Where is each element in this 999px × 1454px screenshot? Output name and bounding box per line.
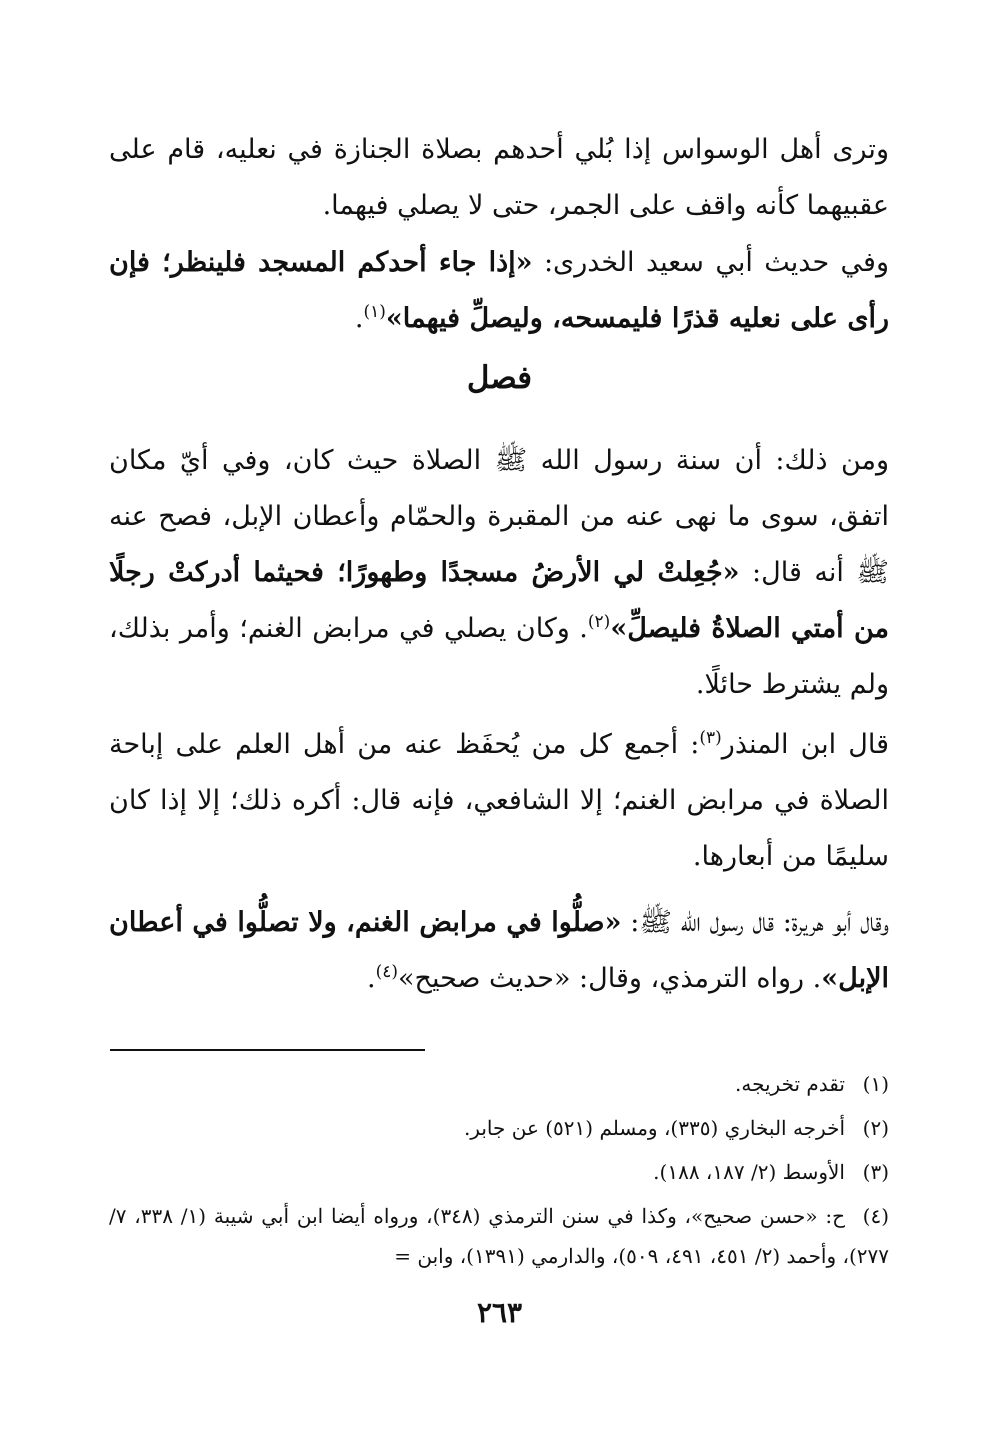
- page-number: ٢٦٣: [476, 1296, 523, 1329]
- footnote-ref: (٢): [587, 612, 611, 632]
- footnote-ref: (١): [363, 302, 386, 322]
- footnote-3: [109, 1152, 889, 1192]
- paragraph-hadith-abu-said: [109, 235, 889, 347]
- paragraph-text: قال ابن المنذر: [721, 729, 889, 760]
- footnote-number: (٣): [862, 1160, 889, 1184]
- footnote-number: (٢): [862, 1116, 889, 1140]
- footnote-number: (٤): [862, 1204, 890, 1228]
- hadith-quote: «جُعِلتْ لي الأرضُ مسجدًا وطهورًا؛ فحيثما أدركتْ رجلًا من أمتي الصلاةُ فليصلِّ»: [109, 557, 889, 644]
- paragraph-text: : أجمع كل من يُحفَظ عنه من أهل العلم على إباحة الصلاة في مرابض الغنم؛ إلا الشافعي، فإنه قال: أكره ذلك؛ إلا إذا كان سليمًا من أبعارها.: [109, 729, 889, 872]
- punctuation: .: [367, 963, 376, 994]
- footnote-text: أخرجه البخاري (٣٣٥)، ومسلم (٥٢١) عن جابر.: [463, 1116, 845, 1140]
- paragraph-ibn-mundhir: [109, 717, 889, 885]
- footnote-2: [109, 1108, 889, 1148]
- paragraph-text: . رواه الترمذي، وقال: «حديث صحيح»: [398, 963, 822, 994]
- footnote-number: (١): [862, 1072, 889, 1096]
- footnote-ref: (٤): [375, 962, 399, 982]
- paragraph-text: وفي حديث أبي سعيد الخدرى:: [532, 247, 889, 278]
- punctuation: .: [354, 303, 364, 334]
- footnote-4: [109, 1196, 889, 1276]
- paragraph-sunnah-prayer-places: [109, 433, 889, 713]
- footnote-text: ح: «حسن صحيح»، وكذا في سنن الترمذي (٣٤٨)، ورواه أيضا ابن أبي شيبة (١/ ٣٣٨، ٧/ ٢٧٧)، وأحمد (٢/ ٤٥١، ٤٩١، ٥٠٩)، والدارمي (١٣٩١)، وابن =: [109, 1204, 889, 1268]
- footnote-text: تقدم تخريجه.: [735, 1072, 845, 1096]
- footnote-separator: [110, 1049, 425, 1051]
- paragraph-waswas: [109, 122, 889, 234]
- hadith-quote: «صلُّوا في مرابض الغنم، ولا تصلُّوا في أعطان الإبل»: [109, 907, 889, 994]
- paragraph-abu-hurayra: [109, 895, 889, 1007]
- paragraph-text: وترى أهل الوسواس إذا بُلي أحدهم بصلاة الجنازة في نعليه، قام على عقبيهما كأنه واقف على الجمر، حتى لا يصلي فيهما.: [109, 134, 889, 221]
- section-heading: فصل: [466, 360, 533, 396]
- paragraph-text: وقال أبو هريرة: قال رسول الله ﷺ:: [621, 907, 889, 938]
- paragraph-text: ومن ذلك: أن سنة رسول الله ﷺ الصلاة حيث كان، وفي أيّ مكان اتفق، سوى ما نهى عنه من المقبرة والحمّام وأعطان الإبل، فصح عنه ﷺ أنه قال:: [109, 445, 889, 588]
- paragraph-text: . وكان يصلي في مرابض الغنم؛ وأمر بذلك، ولم يشترط حائلًا.: [109, 613, 889, 700]
- footnote-1: [109, 1064, 889, 1104]
- footnote-text: الأوسط (٢/ ١٨٧، ١٨٨).: [653, 1160, 845, 1184]
- hadith-quote: «إذا جاء أحدكم المسجد فلينظر؛ فإن رأى على نعليه قذرًا فليمسحه، وليصلِّ فيهما»: [109, 247, 889, 334]
- footnote-ref: (٣): [699, 728, 722, 748]
